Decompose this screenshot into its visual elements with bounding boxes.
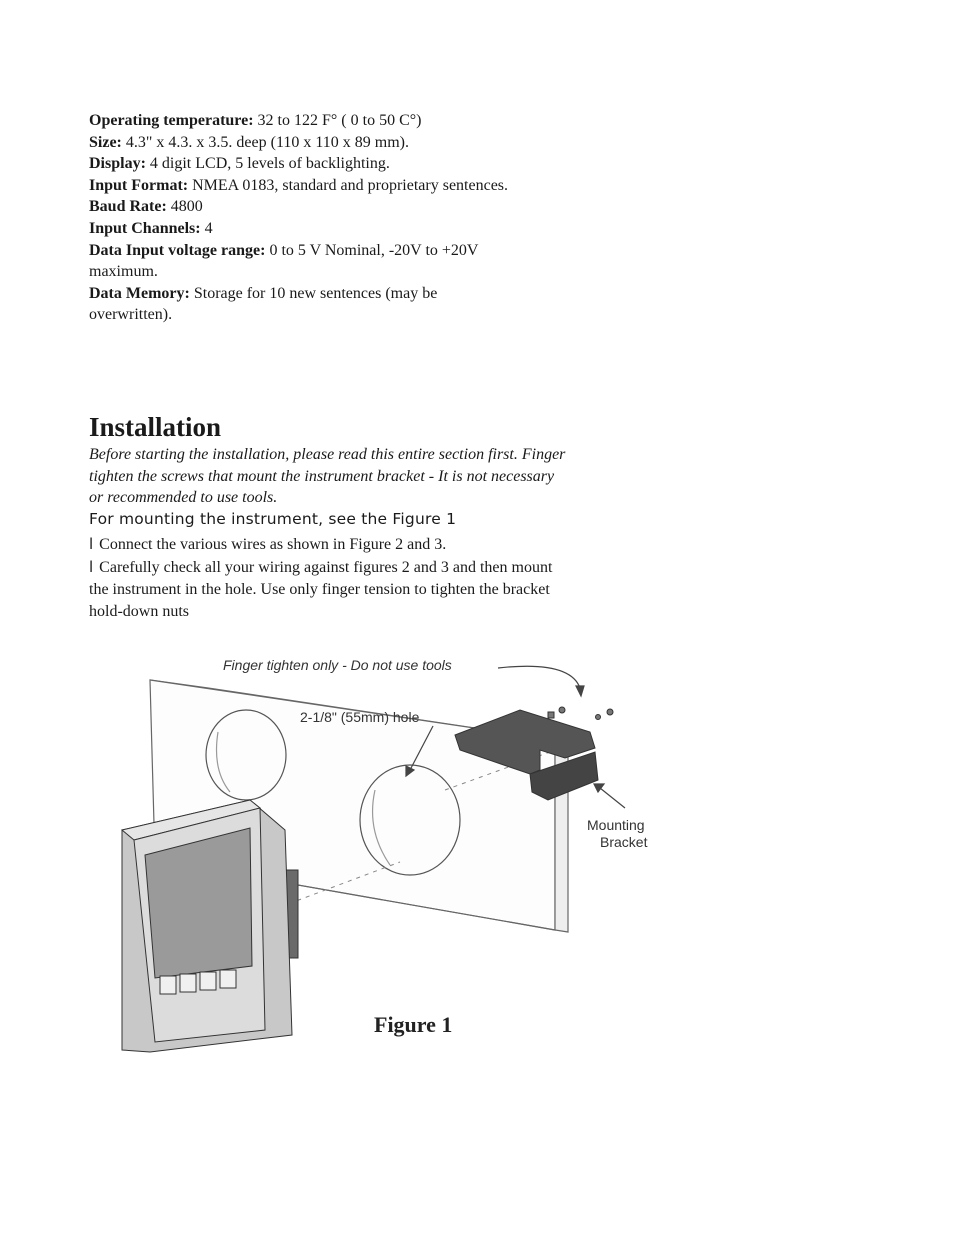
spec-value: 0 to 5 V Nominal, -20V to +20V maximum. (89, 241, 479, 281)
spec-label: Input Format: (89, 176, 189, 194)
spec-row (89, 283, 519, 326)
bullet-icon: l (89, 535, 94, 553)
bracket-label-line1: Mounting (587, 817, 645, 833)
spec-value: 4 (200, 219, 213, 237)
spec-row (89, 196, 609, 218)
list-item (89, 533, 569, 556)
spec-row (89, 240, 549, 283)
spec-value: NMEA 0183, standard and proprietary sentences. (188, 176, 509, 194)
list-item (89, 556, 569, 623)
bracket-label-line2: Bracket (600, 834, 648, 850)
spec-value: 4.3" x 4.3. x 3.5. deep (110 x 110 x 89 mm). (121, 133, 409, 151)
figure-reference: For mounting the instrument, see the Figure 1 (89, 510, 457, 528)
spec-label: Data Memory: (89, 284, 190, 302)
step-text: Connect the various wires as shown in Figure 2 and 3. (99, 536, 447, 553)
spec-row (89, 175, 609, 197)
spec-row (89, 110, 609, 132)
spec-label: Input Channels: (89, 219, 201, 237)
specifications-list (89, 110, 609, 326)
spec-value: Storage for 10 new sentences (may be overwritten). (89, 284, 438, 324)
mounting-diagram (100, 640, 680, 1060)
spec-row (89, 132, 609, 154)
spec-value: 4800 (166, 198, 203, 216)
spec-label: Operating temperature: (89, 112, 254, 129)
step-text: Carefully check all your wiring against figures 2 and 3 and then mount the instrument in the hole. Use only finger tension to tighten the bracket hold-down nuts (89, 559, 553, 620)
spec-row (89, 218, 609, 240)
bullet-icon: l (89, 558, 94, 576)
installation-steps (89, 533, 569, 623)
instrument-device (122, 800, 298, 1052)
spec-label: Baud Rate: (89, 198, 167, 216)
hole-size-label: 2-1/8" (55mm) hole (300, 709, 420, 725)
tighten-note: Finger tighten only - Do not use tools (223, 657, 452, 673)
installation-intro: Before starting the installation, please read this entire section first. Finger tighten the screws that mount the instrument bracket - It is not necessary or recommended to use tools. (89, 446, 566, 507)
spec-value: 4 digit LCD, 5 levels of backlighting. (145, 155, 390, 173)
spec-label: Data Input voltage range: (89, 241, 266, 259)
spec-label: Size: (89, 133, 122, 151)
figure-caption: Figure 1 (374, 1012, 453, 1037)
installation-heading: Installation (89, 412, 222, 442)
spec-label: Display: (89, 155, 146, 173)
spec-value: 32 to 122 F° ( 0 to 50 C°) (253, 112, 422, 129)
mounting-figure (100, 640, 680, 1060)
spec-row (89, 153, 609, 175)
